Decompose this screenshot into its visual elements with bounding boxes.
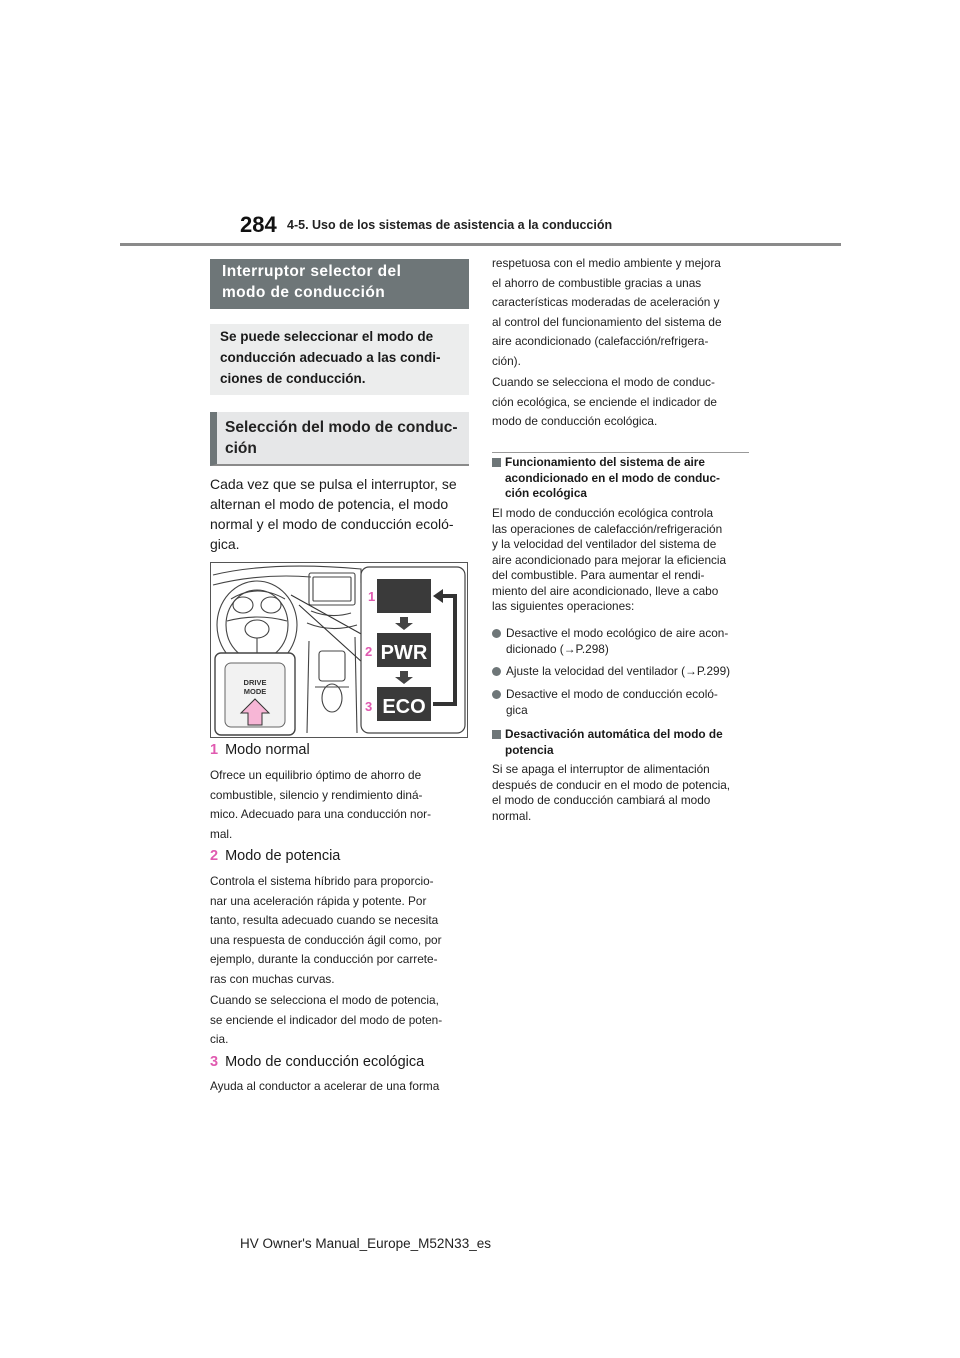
link-p298[interactable]: dicionado (→P.298)	[506, 641, 609, 656]
square-bullet-icon	[492, 730, 501, 739]
header-rule	[120, 243, 841, 246]
round-bullet-icon	[492, 667, 501, 676]
page-number: 284	[240, 212, 277, 237]
callout-3: 3	[365, 699, 373, 714]
item-1-heading: 1 Modo normal	[210, 742, 310, 758]
item-2-body-extra: Cuando se selecciona el modo de potencia, se enciende el indicador del modo de poten- cia.	[210, 993, 443, 1047]
callout-1: 1	[368, 589, 376, 604]
intro-paragraph: Cada vez que se pulsa el interruptor, se alternan el modo de potencia, el modo normal y el modo de conducción ecoló- gica.	[210, 476, 457, 552]
item-3-body: Ayuda al conductor a acelerar de una forma	[210, 1079, 440, 1093]
sub1-body: El modo de conducción ecológica controla las operaciones de calefacción/refrigeración y la velocidad del ventilador del sistema de aire acondicionado para mejorar la eficiencia del combustible. Para aumentar el rendi- miento del aire acondicionado, lleve a cabo las siguientes operaciones:	[492, 506, 727, 613]
item-1-body: Ofrece un equilibrio óptimo de ahorro de combustible, silencio y rendimiento diná- mico. Adecuado para una conducción nor- mal.	[210, 768, 432, 841]
sub-heading-ac-eco: Funcionamiento del sistema de aire acondicionado en el modo de conduc- ción ecológica	[492, 455, 750, 502]
summary-box: Se puede seleccionar el modo de conducción adecuado a las condi- ciones de conducción.	[210, 324, 469, 395]
sub2-body: Si se apaga el interruptor de alimentación después de conducir en el modo de potencia, el modo de conducción cambiará al modo normal.	[492, 762, 731, 823]
round-bullet-icon	[492, 629, 501, 638]
section-divider	[492, 452, 749, 453]
dashboard-illustration	[211, 563, 467, 737]
drive-mode-figure	[210, 562, 468, 738]
pwr-label: PWR	[380, 642, 428, 664]
sub-heading-power-auto-off: Desactivación automática del modo de potencia	[492, 727, 750, 758]
section-title: 4-5. Uso de los sistemas de asistencia a la conducción	[287, 218, 613, 232]
round-bullet-icon	[492, 690, 501, 699]
drive-label: DRIVE	[243, 678, 267, 687]
link-p299[interactable]: Ajuste la velocidad del ventilador (→P.299)	[506, 664, 731, 678]
square-bullet-icon	[492, 458, 501, 467]
section-heading-box: Selección del modo de conduc- ción	[210, 412, 469, 466]
mode-label: MODE	[243, 687, 267, 696]
continuation-paragraph-2: Cuando se selecciona el modo de conduc- ción ecológica, se enciende el indicador de modo de conducción ecológica.	[492, 375, 717, 429]
bullet-item	[492, 664, 754, 680]
item-2-heading: 2 Modo de potencia	[210, 848, 341, 864]
normal-indicator	[377, 579, 431, 613]
callout-2: 2	[365, 644, 373, 659]
title-box: Interruptor selector del modo de conducción	[210, 259, 469, 309]
eco-label: ECO	[382, 696, 426, 718]
footer-manual-id: HV Owner's Manual_Europe_M52N33_es	[240, 1236, 491, 1251]
bullet-item: Desactive el modo de conducción ecoló- gica	[492, 687, 754, 718]
item-3-heading: 3 Modo de conducción ecológica	[210, 1054, 425, 1070]
item-2-body: Controla el sistema híbrido para proporcio- nar una aceleración rápida y potente. Por tanto, resulta adecuado cuando se necesita una respuesta de conducción ágil como, por ejemplo, durante la conducción por carrete- ras con muchas curvas.	[210, 874, 442, 986]
bullet-item: Desactive el modo ecológico de aire acon- dicionado (→P.298)	[492, 626, 754, 657]
continuation-paragraph: respetuosa con el medio ambiente y mejora el ahorro de combustible gracias a unas características moderadas de aceleración y al control del funcionamiento del sistema de aire acondicionado (calefacción/refrigera- ción).	[492, 256, 722, 368]
